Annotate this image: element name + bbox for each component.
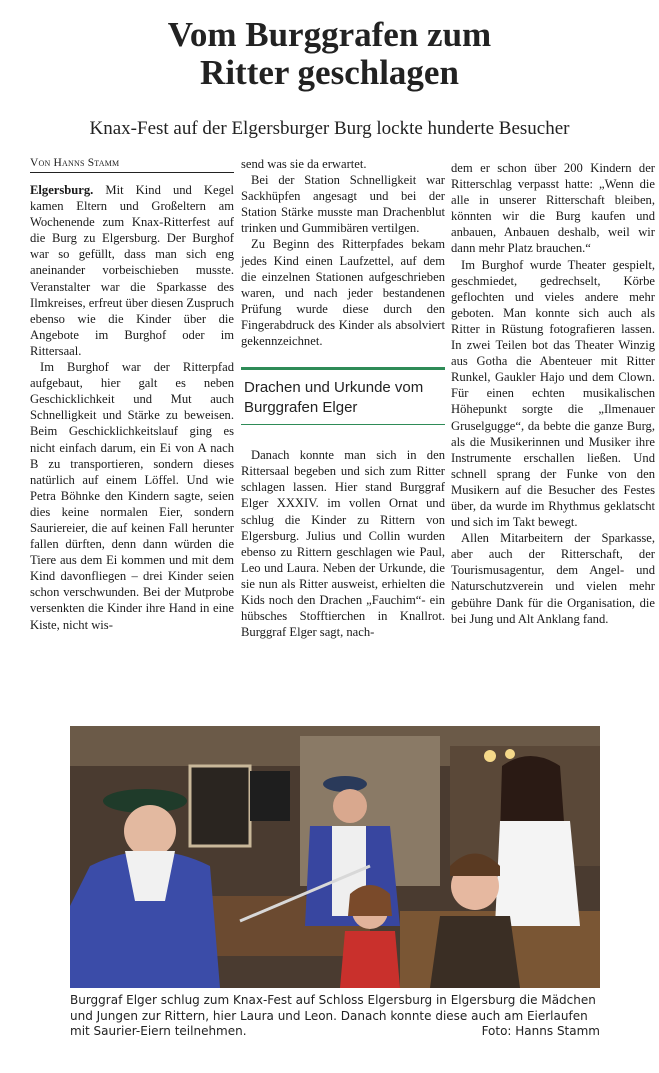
article-photo [70, 726, 600, 988]
headline-line-1: Vom Burggrafen zum [167, 15, 492, 54]
headline [0, 16, 659, 92]
byline: Von Hanns Stamm [30, 156, 234, 173]
article-column-2 [241, 156, 445, 640]
article-column-1 [30, 156, 234, 633]
photo-caption [70, 993, 600, 1040]
paragraph: Zu Beginn des Ritterpfades bekam jedes Kind einen Laufzettel, auf dem die einzelnen Stationen aufgeschrieben waren, und nach jeder bestandenen Prüfung wurde diese durch den Fingerabdruck des Kinder als absolviert gekennzeichnet. [241, 237, 445, 349]
paragraph-text: Mit Kind und Kegel kamen Eltern und Großeltern am Wochenende zum Knax-Ritterfest auf die Burg zu Elgersburg. Der Burghof war so gefüllt, dass man sich eng aneinander vorbeischieben musste. Veranstalter war die Sparkasse des Ilmkreises, erfreut über diesen Zuspruch ebenso wie die Kinder über die Angebote im Burghof oder im Rittersaal. [30, 183, 234, 358]
paragraph: Im Burghof war der Ritterpfad aufgebaut, hier galt es neben Geschicklichkeit und Mut auch Schnelligkeit und Stärke zu beweisen. Beim Geschicklichkeitslauf ging es nicht einfach darum, ein Ei von A nach B zu transportieren, sondern dieses natürlich auf einem Löffel. Und wie Petra Böhnke den Kindern sagte, seien dies keine normalen Eier, sondern Sauriereier, die auf keinen Fall herunter fallen dürften, denn dann würden die Tiere aus dem Ei kommen und mit dem Kind davonfliegen – drei Kinder seien schon verschwunden. Bei der Mutprobe versenkten die Kinder ihre Hand in eine Kiste, nicht wis- [30, 360, 234, 632]
paragraph: Bei der Station Schnelligkeit war Sackhüpfen angesagt und bei der Station Stärke musste man Drachenblut trinken und Gummibären vertilgen. [241, 173, 445, 236]
section-heading-box [241, 367, 445, 425]
headline-line-2: Ritter geschlagen [200, 53, 459, 92]
paragraph [30, 182, 234, 359]
article-column-3 [451, 160, 655, 627]
paragraph: dem er schon über 200 Kindern der Ritterschlag verpasst hatte: „Wenn die alle in unserer Ritterschaft bleiben, könnten wir die Burg kaufen und anbauen, Anbauen deshalb, weil wir dann mehr Platz brauchen.“ [451, 161, 655, 256]
photo-illustration [70, 726, 600, 988]
paragraph: Allen Mitarbeitern der Sparkasse, aber auch der Ritterschaft, der Tourismusagentur, dem Angel- und Naturschutzverein und vielen mehr gebühre Dank für die Organisation, die bei Jung und Alt Anklang fand. [451, 531, 655, 626]
paragraph: Danach konnte man sich in den Rittersaal begeben und sich zum Ritter schlagen lassen. Hier stand Burggraf Elger XXXIV. im vollen Ornat und schlug die Kinder zu Rittern von Elgersburg. Julius und Collin wurden ebenso zu Rittern geschlagen wie Paul, Leo und Laura. Neben der Urkunde, die sie nun als Ritter ausweist, erhielten die Kids noch den Drachen „Fauchim“- ein hübsches Stofftierchen in Knallrot. Burggraf Elger sagt, nach- [241, 448, 445, 640]
photo-credit: Foto: Hanns Stamm [481, 1024, 600, 1038]
section-heading: Drachen und Urkunde vom Burggrafen Elger [244, 379, 424, 417]
photo-caption-text: Burggraf Elger schlug zum Knax-Fest auf Schloss Elgersburg in Elgersburg die Mädchen und Jungen zur Rittern, hier Laura und Leon. Danach konnte diese auch am Eierlaufen mit Saurier-Eiern teilnehmen. [70, 993, 596, 1038]
dateline: Elgersburg. [30, 183, 94, 197]
subheadline: Knax-Fest auf der Elgersburger Burg lockte hunderte Besucher [89, 118, 570, 139]
paragraph: send was sie da erwartet. [241, 157, 367, 171]
paragraph: Im Burghof wurde Theater gespielt, geschmiedet, gedrechselt, Körbe geflochten und vieles andere mehr geboten. Man konnte sich auch als Ritter in Rüstung fotografieren lassen. In zwei Teilen bot das Theater Winzig aus Gotha die Abenteuer mit Ritter Runkel, Gaukler Hajo und dem Clown. Für einen echten musikalischen Höhepunkt sorgte die „Ilmenauer Gruselgugge“, da bebte die ganze Burg, als die Musikerinnen und Musiker ihre Instrumente erschallen ließen. Und schnell sprang der Funke von den Musikern auf die Besucher des Festes über, da wurde im Rhythmus geklatscht und sich im Takt bewegt. [451, 257, 655, 530]
section-heading-rule [241, 424, 445, 425]
